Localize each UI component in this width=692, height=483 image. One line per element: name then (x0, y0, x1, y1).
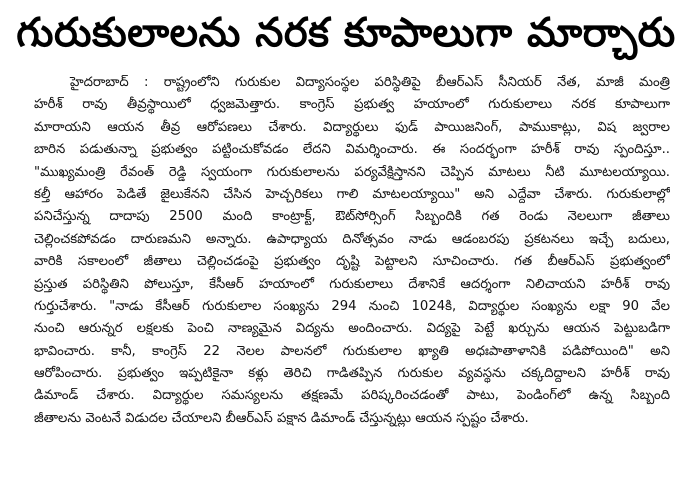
article-line: కల్తీ ఆహారం పెడితే జైలుకేనని చేసిన హెచ్చరికలు గాలి మాటలయ్యాయి" అని ఎద్దేవా చేశారు. గురుకులాల్లో (34, 186, 670, 202)
article-line: మారాయని ఆయన తీవ్ర ఆరోపణలు చేశారు. విద్యార్థులు ఫుడ్ పాయిజనింగ్, పాముకాట్లు, విష జ్వరాల (34, 119, 670, 135)
article-line: హరీశ్ రావు తీవ్రస్థాయిలో ధ్వజమెత్తారు. కాంగ్రెస్ ప్రభుత్వ హయాంలో గురుకులాలు నరక కూపాలుగా (34, 97, 670, 113)
article-line: పనిచేస్తున్న దాదాపు 2500 మంది కాంట్రాక్ట్, ఔట్‌సోర్సింగ్ సిబ్బందికి గత రెండు నెలలుగా జీతాలు (34, 209, 670, 225)
headline: గురుకులాలను నరక కూపాలుగా మార్చారు (16, 10, 676, 56)
article-line: జీతాలను వెంటనే విడుదల చేయాలని బీఆర్ఎస్ పక్షాన డిమాండ్ చేస్తున్నట్లు ఆయన స్పష్టం చేశారు. (34, 410, 529, 426)
article-body (34, 72, 670, 476)
article-line: గుర్తుచేశారు. "నాడు కేసీఆర్ గురుకులాల సంఖ్యను 294 నుంచి 1024కి, విద్యార్థుల సంఖ్యను లక్షా 90 వేల (34, 298, 670, 314)
article-line: "ముఖ్యమంత్రి రేవంత్ రెడ్డి స్వయంగా గురుకులాలను పర్యవేక్షిస్తానని చెప్పిన మాటలు నీటి మూటలయ్యాయి. (34, 164, 670, 180)
article-line: నుంచి ఆరున్నర లక్షలకు పెంచి నాణ్యమైన విద్యను అందించారు. విద్యపై పెట్టే ఖర్చును ఆయన పెట్టుబడిగా (34, 321, 670, 337)
article-line: హైదరాబాద్ : రాష్ట్రంలోని గురుకుల విద్యాసంస్థల పరిస్థితిపై బీఆర్ఎస్ సీనియర్ నేత, మాజీ మంత్రి (70, 75, 670, 90)
article-line: ఆరోపించారు. ప్రభుత్వం ఇప్పటికైనా కళ్లు తెరిచి గాడితప్పిన గురుకుల వ్యవస్థను చక్కదిద్దాలని హరీశ్ రావు (34, 366, 670, 382)
article-line: భావించారు. కానీ, కాంగ్రెస్ 22 నెలల పాలనలో గురుకులాల ఖ్యాతి అధఃపాతాళానికి పడిపోయింది" అని (34, 343, 670, 359)
article-line: బారిన పడుతున్నా ప్రభుత్వం పట్టించుకోవడం లేదని విమర్శించారు. ఈ సందర్భంగా హరీశ్ రావు స్పందిస్తూ.. (34, 142, 670, 158)
article-line: చెల్లించకపోవడం దారుణమని అన్నారు. ఉపాధ్యాయ దినోత్సవం నాడు ఆడంబరపు ప్రకటనలు ఇచ్చే బదులు, (34, 231, 670, 247)
article-line: వారికి సకాలంలో జీతాలు చెల్లించడంపై ప్రభుత్వం దృష్టి పెట్టాలని సూచించారు. గత బీఆర్ఎస్ ప్రభుత్వంలో (34, 254, 670, 270)
article-line: డిమాండ్ చేశారు. విద్యార్థుల సమస్యలను తక్షణమే పరిష్కరించడంతో పాటు, పెండింగ్‌లో ఉన్న సిబ్బంది (34, 388, 670, 404)
article-line: ప్రస్తుత పరిస్థితిని పోలుస్తూ, కేసీఆర్ హయాంలో గురుకులాలు దేశానికే ఆదర్శంగా నిలిచాయని హరీశ్ రావు (34, 276, 670, 292)
